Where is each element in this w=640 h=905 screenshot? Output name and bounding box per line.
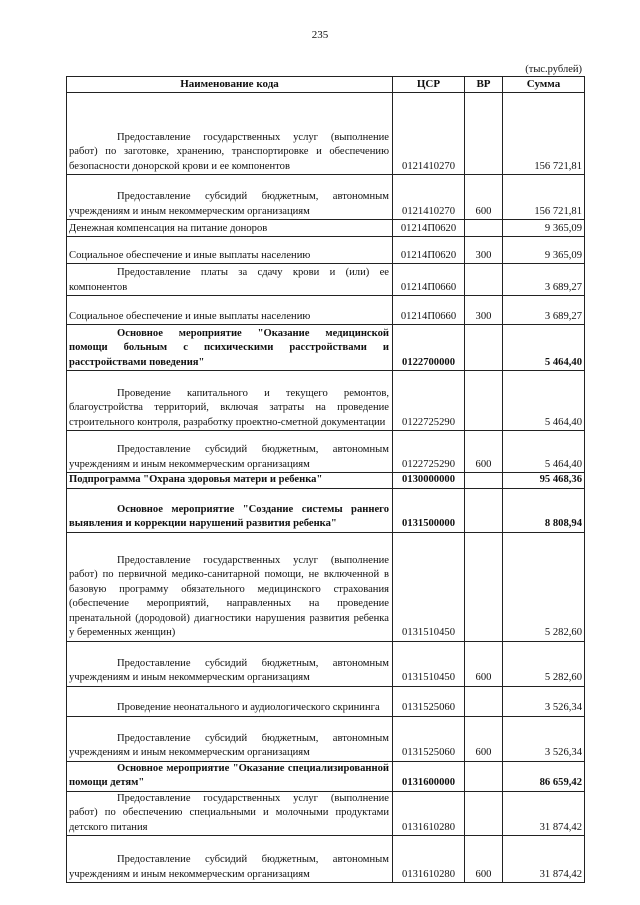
row-sum: 5 464,40 [503,371,585,431]
row-vr: 600 [465,641,503,686]
row-name: Подпрограмма "Охрана здоровья матери и ребенка" [69,474,323,485]
row-name: Предоставление государственных услуг (выполнение работ) по обеспечению специальными и молочными продуктами детского питания [69,792,389,833]
row-csr: 0121410270 [393,175,465,220]
row-vr [465,791,503,836]
row-name-cell [67,175,393,220]
row-name-cell [67,237,393,264]
row-name: Основное мероприятие "Создание системы раннего выявления и коррекции нарушений развития ребенка" [69,503,389,529]
row-csr: 0131600000 [393,761,465,791]
table-row [67,93,585,175]
row-csr: 0131610280 [393,836,465,883]
row-name-cell [67,532,393,641]
row-sum: 3 689,27 [503,264,585,296]
table-row [67,296,585,325]
row-name-cell [67,791,393,836]
row-name-cell [67,325,393,371]
row-sum: 156 721,81 [503,175,585,220]
row-name-cell [67,431,393,473]
row-name-cell [67,93,393,175]
row-vr [465,371,503,431]
header-vr: ВР [465,77,503,93]
table-row [67,761,585,791]
table-row [67,716,585,761]
row-csr: 0131500000 [393,488,465,532]
row-name: Предоставление субсидий бюджетным, автономным учреждениям и иным некоммерческим организациям [69,444,389,470]
row-name: Предоставление субсидий бюджетным, автономным учреждениям и иным некоммерческим организациям [69,191,389,217]
row-vr: 300 [465,237,503,264]
table-row [67,791,585,836]
table-row [67,371,585,431]
row-csr: 0131510450 [393,532,465,641]
row-vr [465,488,503,532]
row-vr [465,686,503,716]
row-csr: 01214П0620 [393,220,465,237]
page-number: 235 [311,29,329,41]
row-name-cell [67,836,393,883]
row-csr: 01214П0660 [393,264,465,296]
row-name: Предоставление субсидий бюджетным, автономным учреждениям и иным некоммерческим организациям [69,657,389,683]
table-row [67,488,585,532]
row-name: Денежная компенсация на питание доноров [69,222,268,234]
row-name-cell [67,473,393,489]
row-sum: 3 526,34 [503,686,585,716]
header-name: Наименование кода [67,77,393,93]
row-name-cell [67,296,393,325]
row-csr: 0131610280 [393,791,465,836]
row-vr: 600 [465,836,503,883]
row-name: Предоставление субсидий бюджетным, автономным учреждениям и иным некоммерческим организациям [69,854,389,880]
table-row [67,237,585,264]
row-name: Предоставление платы за сдачу крови и (или) ее компонентов [69,267,389,293]
table-row [67,220,585,237]
row-vr [465,761,503,791]
row-vr [465,532,503,641]
row-name-cell [67,641,393,686]
row-sum: 9 365,09 [503,220,585,237]
row-name: Предоставление государственных услуг (выполнение работ) по заготовке, хранению, транспортировке и обеспечению безопасности донорской крови и ее компонентов [69,131,389,172]
row-sum: 86 659,42 [503,761,585,791]
row-sum: 8 808,94 [503,488,585,532]
row-name: Проведение неонатального и аудиологического скрининга [117,702,380,713]
row-name-cell [67,716,393,761]
row-sum: 31 874,42 [503,791,585,836]
row-sum: 3 689,27 [503,296,585,325]
row-sum: 5 282,60 [503,641,585,686]
table-row [67,325,585,371]
table-row [67,641,585,686]
header-sum: Сумма [503,77,585,93]
row-sum: 5 282,60 [503,532,585,641]
row-vr: 600 [465,175,503,220]
row-name: Социальное обеспечение и иные выплаты населению [69,310,311,322]
row-vr [465,473,503,489]
row-vr [465,264,503,296]
row-sum: 5 464,40 [503,431,585,473]
table-row [67,175,585,220]
table-row [67,264,585,296]
row-vr [465,325,503,371]
row-name: Социальное обеспечение и иные выплаты населению [69,249,311,261]
row-csr: 0131525060 [393,686,465,716]
row-sum: 95 468,36 [503,473,585,489]
row-sum: 5 464,40 [503,325,585,371]
row-name-cell [67,686,393,716]
budget-table [66,76,585,883]
table-body [67,93,585,883]
row-name-cell [67,264,393,296]
row-vr [465,220,503,237]
row-csr: 0122700000 [393,325,465,371]
row-csr: 0131525060 [393,716,465,761]
row-name-cell [67,371,393,431]
row-csr: 01214П0660 [393,296,465,325]
table-row [67,532,585,641]
row-csr: 0121410270 [393,93,465,175]
row-csr: 0130000000 [393,473,465,489]
row-sum: 31 874,42 [503,836,585,883]
row-csr: 01214П0620 [393,237,465,264]
table-header-row [67,77,585,93]
row-name: Предоставление субсидий бюджетным, автономным учреждениям и иным некоммерческим организациям [69,732,389,758]
row-vr [465,93,503,175]
row-name-cell [67,761,393,791]
row-name: Основное мероприятие "Оказание специализированной помощи детям" [69,762,389,788]
row-name: Предоставление государственных услуг (выполнение работ) по первичной медико-санитарной помощи, не включенной в базовую программу обязательного медицинского страхования (обеспечение мероприятий, направленных на проведение пренатальной (дородовой) диагностики нарушения развития ребенка у беременных женщин) [69,554,389,638]
table-row [67,473,585,489]
table-row [67,836,585,883]
row-name: Проведение капитального и текущего ремонтов, благоустройства территорий, включая затраты на проведение строительного контроля, разработку проектно-сметной документации [69,387,389,428]
row-name-cell [67,220,393,237]
row-sum: 156 721,81 [503,93,585,175]
row-name-cell [67,488,393,532]
row-sum: 9 365,09 [503,237,585,264]
row-vr: 600 [465,716,503,761]
row-csr: 0122725290 [393,371,465,431]
row-sum: 3 526,34 [503,716,585,761]
row-csr: 0131510450 [393,641,465,686]
table-row [67,431,585,473]
row-name: Основное мероприятие "Оказание медицинской помощи больным с психическими расстройствами и расстройствами поведения" [69,327,389,368]
table-row [67,686,585,716]
header-csr: ЦСР [393,77,465,93]
units-label: (тыс.рублей) [525,64,582,75]
row-vr: 300 [465,296,503,325]
row-vr: 600 [465,431,503,473]
row-csr: 0122725290 [393,431,465,473]
